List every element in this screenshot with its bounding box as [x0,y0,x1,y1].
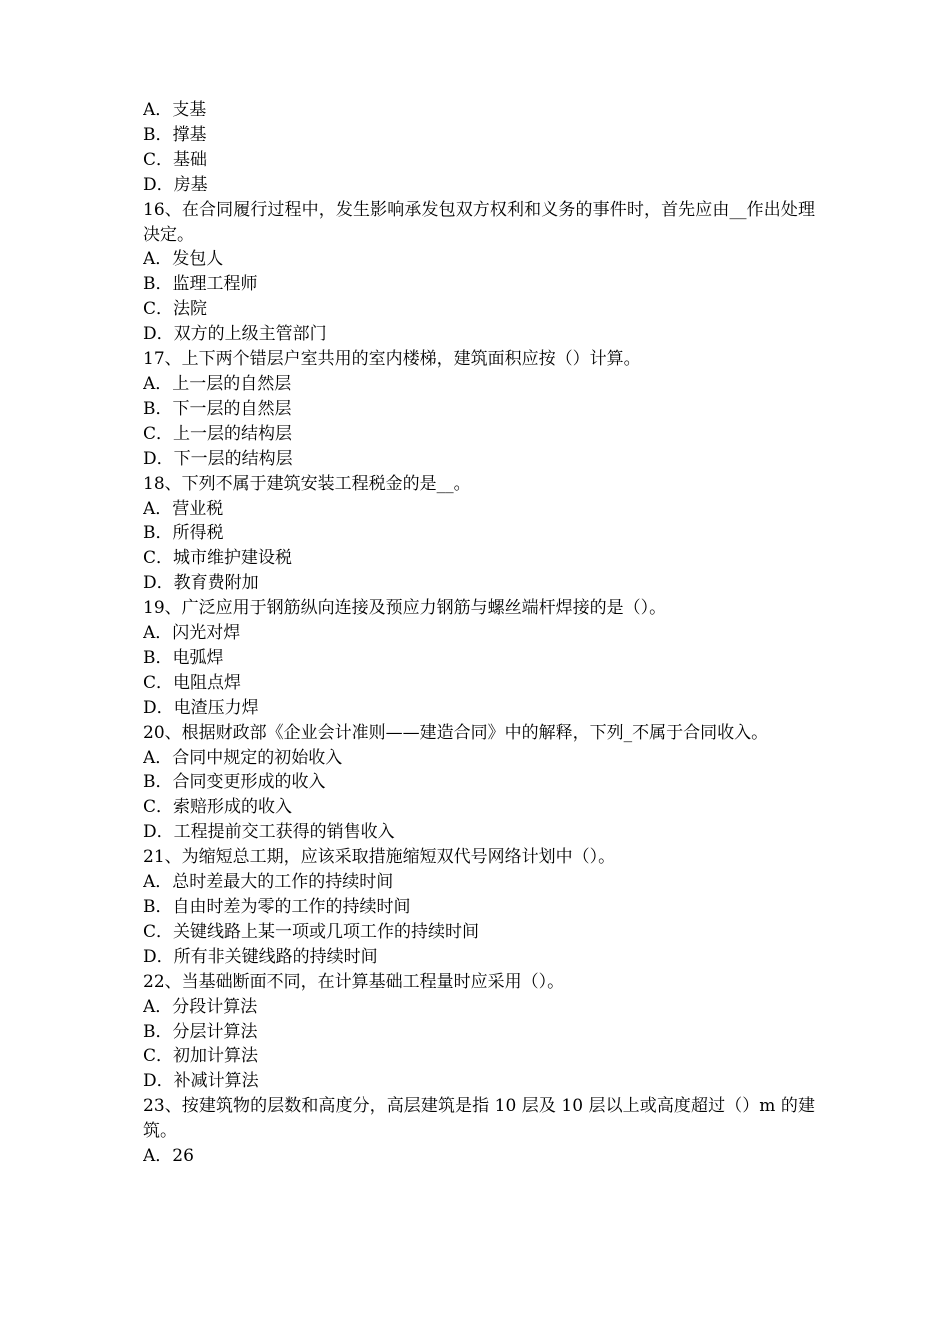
option-line: D．补减计算法 [143,1071,259,1092]
question-21: 21、为缩短总工期，应该采取措施缩短双代号网络计划中（）。 [143,847,616,868]
option-line: A．营业税 [143,498,224,519]
question-17: 17、上下两个错层户室共用的室内楼梯，建筑面积应按（）计算。 [143,349,641,370]
question-23: 23、按建筑物的层数和高度分，高层建筑是指 10 层及 10 层以上或高度超过（）m 的建筑。 [143,1096,815,1142]
option-line: B．所得税 [143,523,224,544]
option-line: B．自由时差为零的工作的持续时间 [143,897,411,917]
option-line: A．26 [143,1146,194,1167]
option-line: B．下一层的自然层 [143,398,292,419]
option-line: D．所有非关键线路的持续时间 [143,946,378,967]
option-line: D．工程提前交工获得的销售收入 [143,822,395,843]
question-16: 16、在合同履行过程中，发生影响承发包双方权利和义务的事件时，首先应由__作出处理决定。 [143,199,815,245]
option-line: A．总时差最大的工作的持续时间 [143,872,394,893]
option-line: A．支基 [143,100,207,120]
question-text-body [143,98,815,1169]
option-line: D．房基 [143,174,208,195]
question-19: 19、广泛应用于钢筋纵向连接及预应力钢筋与螺丝端杆焊接的是（）。 [143,598,667,619]
option-line: C．城市维护建设税 [143,548,293,569]
option-line: A．合同中规定的初始收入 [143,747,343,768]
option-line: A．闪光对焊 [143,623,241,644]
option-line: B．电弧焊 [143,647,224,668]
question-22: 22、当基础断面不同，在计算基础工程量时应采用（）。 [143,971,565,992]
option-line: A．上一层的自然层 [143,373,292,394]
option-line: B．合同变更形成的收入 [143,772,326,793]
option-line: B．分层计算法 [143,1021,258,1042]
option-line: D．电渣压力焊 [143,697,259,718]
option-line: C．关键线路上某一项或几项工作的持续时间 [143,921,480,942]
option-line: A．发包人 [143,249,224,270]
option-line: C．上一层的结构层 [143,423,293,444]
option-line: C．索赔形成的收入 [143,797,293,818]
option-line: C．基础 [143,149,208,170]
question-20: 20、根据财政部《企业会计准则——建造合同》中的解释，下列_不属于合同收入。 [143,722,769,743]
question-18: 18、下列不属于建筑安装工程税金的是__。 [143,473,471,494]
option-line: A．分段计算法 [143,996,258,1017]
option-line: C．电阻点焊 [143,672,242,693]
option-line: D．下一层的结构层 [143,448,293,469]
option-line: B．撑基 [143,124,207,145]
option-line: C．初加计算法 [143,1046,259,1067]
option-line: D．双方的上级主管部门 [143,324,327,345]
option-line: C．法院 [143,299,208,320]
option-line: B．监理工程师 [143,274,258,295]
option-line: D．教育费附加 [143,573,259,594]
